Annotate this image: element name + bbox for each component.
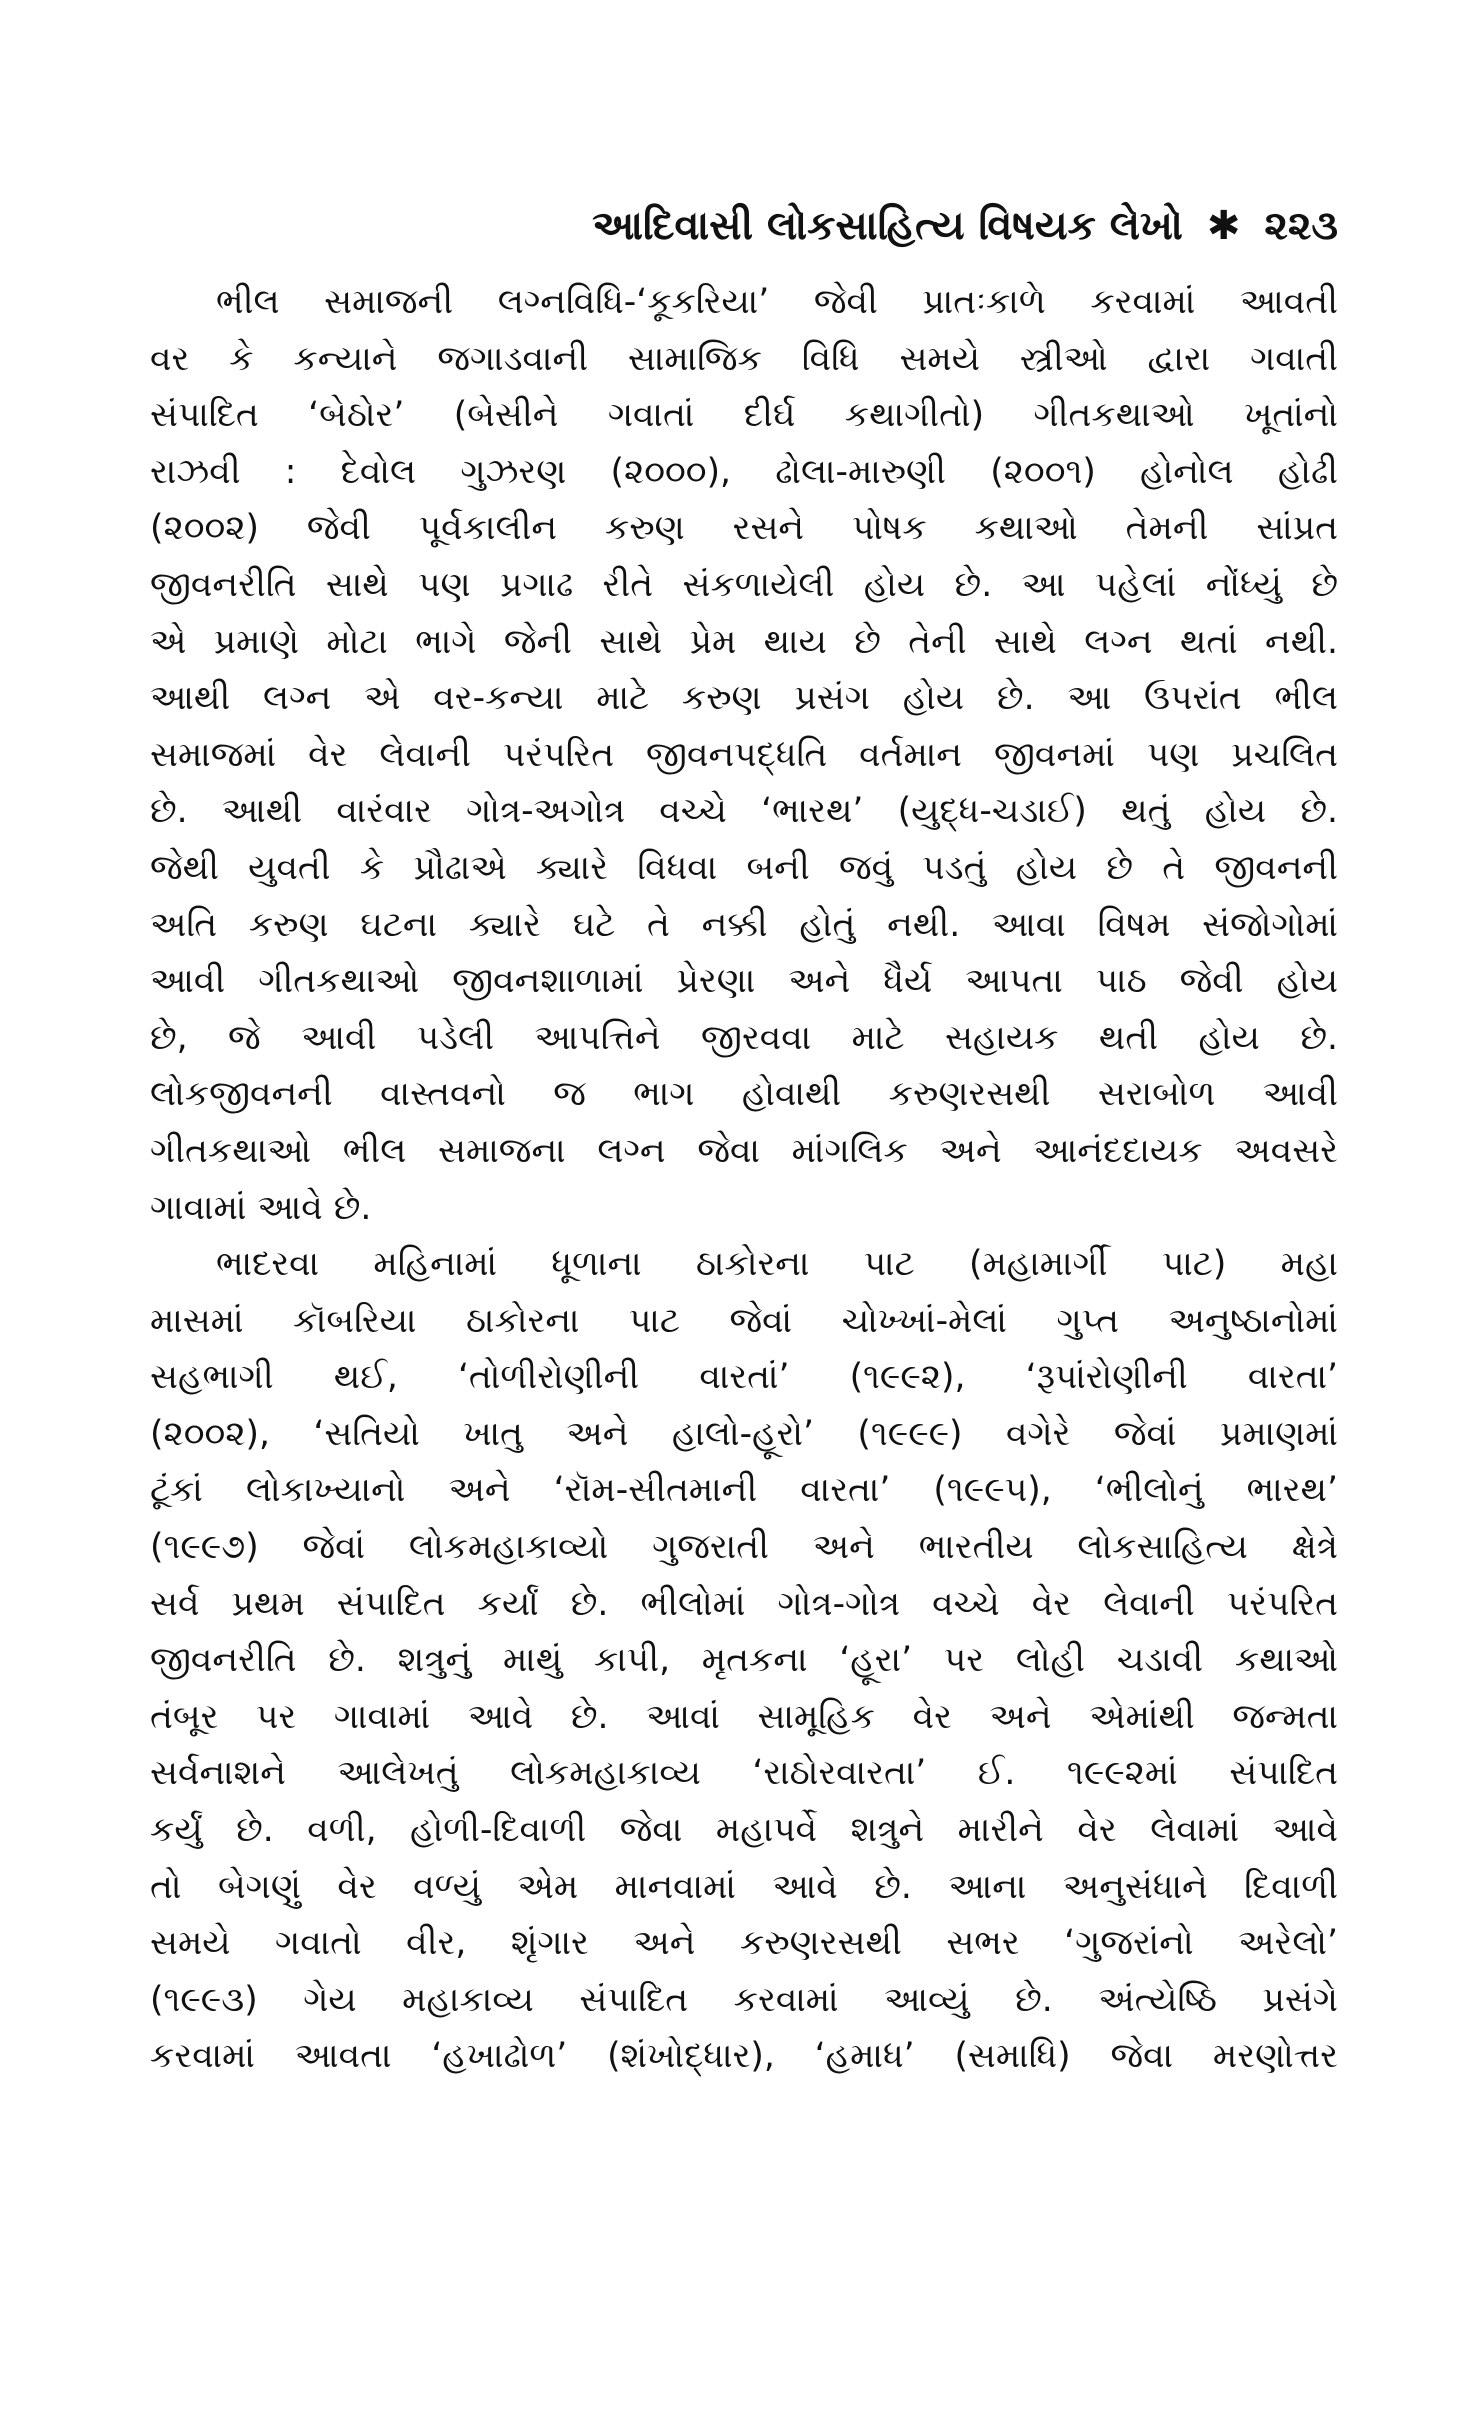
text-line: છે, જે આવી પડેલી આપત્તિને જીરવવા માટે સહાયક થતી હોય છે. [150,1017,1338,1058]
text-line: સંપાદિત ‘બેઠોર’ (બેસીને ગવાતાં દીર્ઘ કથાગીતો) ગીતકથાઓ ખૂતાંનો [150,395,1338,436]
text-line: આવી ગીતકથાઓ જીવનશાળામાં પ્રેરણા અને ધૈર્ય આપતા પાઠ જેવી હોય [150,961,1338,1002]
running-title: આદિવાસી લોકસાહિત્ય વિષયક લેખો [592,203,1183,249]
text-line: જેથી યુવતી કે પ્રૌઢાએ ક્યારે વિધવા બની જવું પડતું હોય છે તે જીવનની [150,847,1338,888]
text-line: જીવનરીતિ છે. શત્રુનું માથું કાપી, મૃતકના ‘હૂરા’ પર લોહી ચડાવી કથાઓ [150,1640,1338,1681]
text-line: આથી લગ્ન એ વર-કન્યા માટે કરુણ પ્રસંગ હોય છે. આ ઉપરાંત ભીલ [150,678,1338,719]
body-text [150,274,1338,2085]
text-line: ભીલ સમાજની લગ્નવિધિ-‘કૂકરિયા’ જેવી પ્રાતઃકાળે કરવામાં આવતી [216,282,1338,322]
text-line: તંબૂર પર ગાવામાં આવે છે. આવાં સામૂહિક વેર અને એમાંથી જન્મતા [150,1696,1338,1737]
text-line: (૨૦૦૨) જેવી પૂર્વકાલીન કરુણ રસને પોષક કથાઓ તેમની સાંપ્રત [150,508,1338,549]
text-line: સર્વ પ્રથમ સંપાદિત કર્યાં છે. ભીલોમાં ગોત્ર-ગોત્ર વચ્ચે વેર લેવાની પરંપરિત [150,1583,1338,1624]
text-line: સહભાગી થઈ, ‘તોળીરોણીની વારતાં’ (૧૯૯૨), ‘રૂપાંરોણીની વારતા’ [150,1357,1338,1398]
text-line: અતિ કરુણ ઘટના ક્યારે ઘટે તે નક્કી હોતું નથી. આવા વિષમ સંજોગોમાં [150,904,1338,945]
text-line: વર કે કન્યાને જગાડવાની સામાજિક વિધિ સમયે સ્ત્રીઓ દ્વારા ગવાતી [150,338,1338,379]
text-line: સર્વનાશને આલેખતું લોકમહાકાવ્ય ‘રાઠોરવારતા’ ઈ. ૧૯૯૨માં સંપાદિત [150,1753,1338,1794]
text-line: સમયે ગવાતો વીર, શૃંગાર અને કરુણરસથી સભર ‘ગુજરાંનો અરેલો’ [150,1923,1338,1964]
text-line: (૨૦૦૨), ‘સતિયો ખાતુ અને હાલો-હૂરો’ (૧૯૯૯) વગેરે જેવાં પ્રમાણમાં [150,1413,1338,1454]
text-line: ભાદરવા મહિનામાં ધૂળાના ઠાકોરના પાટ (મહામાર્ગી પાટ) મહા [216,1244,1338,1285]
text-line: એ પ્રમાણે મોટા ભાગે જેની સાથે પ્રેમ થાય છે તેની સાથે લગ્ન થતાં નથી. [150,621,1338,662]
text-line: સમાજમાં વેર લેવાની પરંપરિત જીવનપદ્ધતિ વર્તમાન જીવનમાં પણ પ્રચલિત [150,734,1338,775]
paragraph-2 [150,1236,1338,2085]
text-line: તો બેગણું વેર વળ્યું એમ માનવામાં આવે છે. આના અનુસંધાને દિવાળી [150,1866,1338,1907]
text-line: રાઝવી : દેવોલ ગુઝરણ (૨૦૦૦), ઢોલા-મારુણી (૨૦૦૧) હોનોલ હોઢી [150,451,1338,492]
text-line: ગાવામાં આવે છે. [150,1187,372,1228]
text-line: કર્યું છે. વળી, હોળી-દિવાળી જેવા મહાપર્વે શત્રુને મારીને વેર લેવામાં આવે [150,1810,1338,1851]
text-line: છે. આથી વારંવાર ગોત્ર-અગોત્ર વચ્ચે ‘ભારથ’ (યુદ્ધ-ચડાઈ) થતું હોય છે. [150,791,1338,832]
text-line: કરવામાં આવતા ‘હખાઢોળ’ (શંખોદ્ધાર), ‘હમાધ’ (સમાધિ) જેવા મરણોત્તર [150,2036,1338,2077]
text-line: (૧૯૯૭) જેવાં લોકમહાકાવ્યો ગુજરાતી અને ભારતીય લોકસાહિત્ય ક્ષેત્રે [150,1527,1338,1568]
running-header [150,196,1338,256]
asterisk-separator-icon: ✱ [1206,203,1241,249]
text-line: (૧૯૯૩) ગેય મહાકાવ્ય સંપાદિત કરવામાં આવ્યું છે. અંત્યેષ્ઠિ પ્રસંગે [150,1979,1338,2020]
page-number: ૨૨૩ [1264,203,1338,249]
paragraph-1 [150,274,1338,1236]
text-line: જીવનરીતિ સાથે પણ પ્રગાઢ રીતે સંકળાયેલી હોય છે. આ પહેલાં નોંધ્યું છે [150,564,1338,605]
text-line: ગીતકથાઓ ભીલ સમાજના લગ્ન જેવા માંગલિક અને આનંદદાયક અવસરે [150,1130,1338,1171]
text-line: લોકજીવનની વાસ્તવનો જ ભાગ હોવાથી કરુણરસથી સરાબોળ આવી [150,1074,1338,1115]
text-line: ટૂંકાં લોકાખ્યાનો અને ‘રૉમ-સીતમાની વારતા’ (૧૯૯૫), ‘ભીલોનું ભારથ’ [150,1470,1338,1511]
text-line: માસમાં કૉબરિયા ઠાકોરના પાટ જેવાં ચોખ્ખાં-મેલાં ગુપ્ત અનુષ્ઠાનોમાં [150,1300,1338,1341]
